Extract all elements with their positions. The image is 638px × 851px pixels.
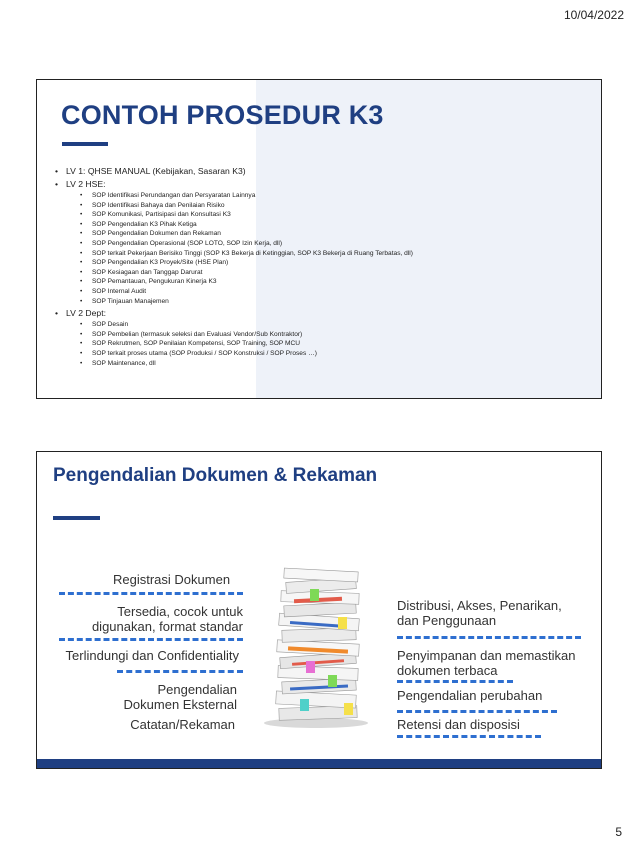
bullet-text: SOP Tinjauan Manajemen (92, 297, 169, 305)
bullet-level2 (80, 239, 591, 249)
label-retensi: Retensi dan disposisi (397, 717, 520, 732)
bullet-dot: • (80, 192, 83, 199)
bullet-text: SOP Identifikasi Perundangan dan Persyaratan Lainnya (92, 192, 256, 199)
slide-contoh-prosedur (36, 79, 602, 399)
label-eksternal-1: Pengendalian (157, 682, 237, 697)
bullet-dot: • (80, 268, 83, 276)
bullet-level2 (80, 258, 591, 268)
bullet-dot: • (80, 321, 83, 329)
bullet-text: SOP Pengendalian K3 Proyek/Site (HSE Plan) (92, 259, 229, 267)
title-underline (53, 516, 100, 520)
bullet-level2 (80, 220, 591, 230)
label-distribusi-2: dan Penggunaan (397, 613, 497, 628)
bullet-text: SOP Pembelian (termasuk seleksi dan Evaluasi Vendor/Sub Kontraktor) (92, 330, 303, 338)
label-penyimpanan-1: Penyimpanan dan memastikan (397, 648, 576, 663)
label-registrasi: Registrasi Dokumen (113, 572, 231, 587)
bullet-text: SOP Pengendalian Operasional (SOP LOTO, SOP Izin Kerja, dll) (92, 239, 283, 247)
dashed-separator (397, 680, 513, 683)
bullet-level2 (80, 349, 591, 359)
bullet-dot: • (55, 308, 59, 319)
label-terlindungi: Terlindungi dan Confidentiality (65, 648, 239, 663)
bullet-level2 (80, 339, 591, 349)
label-perubahan: Pengendalian perubahan (397, 688, 543, 703)
label-eksternal-2: Dokumen Eksternal (123, 697, 237, 712)
document-stack-image (244, 565, 389, 730)
bullet-dot: • (55, 166, 59, 176)
bullet-text: LV 2 Dept: (66, 308, 106, 319)
bullet-text: SOP Kesiagaan dan Tanggap Darurat (92, 268, 203, 276)
label-distribusi-1: Distribusi, Akses, Penarikan, (397, 598, 562, 613)
bullet-text: SOP Internal Audit (92, 287, 147, 295)
bullet-level2 (80, 297, 591, 307)
bullet-text: SOP Komunikasi, Partisipasi dan Konsultasi K3 (92, 211, 231, 219)
bullet-level2 (80, 249, 591, 259)
bullet-level2 (80, 229, 591, 239)
label-penyimpanan-2: dokumen terbaca (397, 663, 498, 678)
bullet-dot: • (80, 359, 83, 367)
bullet-dot: • (80, 297, 83, 305)
bullet-level2 (80, 287, 591, 297)
slide-title: CONTOH PROSEDUR K3 (61, 100, 384, 130)
label-catatan: Catatan/Rekaman (130, 717, 235, 732)
bullet-dot: • (80, 220, 83, 228)
bullet-dot: • (80, 278, 83, 286)
bullet-dot: • (55, 179, 59, 189)
bullet-text: LV 2 HSE: (66, 179, 106, 189)
dashed-separator (59, 592, 243, 595)
label-tersedia-1: Tersedia, cocok untuk (117, 604, 243, 619)
label-tersedia-2: digunakan, format standar (91, 619, 243, 634)
bullet-text: SOP Maintenance, dll (92, 359, 156, 367)
bullet-list (55, 164, 591, 368)
bullet-text: SOP terkait proses utama (SOP Produksi / SOP Konstruksi / SOP Proses …) (92, 349, 317, 357)
bullet-level1 (55, 179, 591, 190)
bullet-text: SOP Desain (92, 321, 129, 329)
dashed-separator (397, 710, 557, 713)
bullet-level1 (55, 166, 591, 177)
bullet-dot: • (80, 259, 83, 267)
bullet-text: SOP Pengendalian K3 Pihak Ketiga (92, 220, 197, 228)
title-underline (62, 142, 108, 146)
bullet-dot: • (80, 211, 83, 219)
bullet-dot: • (80, 201, 83, 209)
bullet-level2 (80, 320, 591, 330)
slide-pengendalian-dokumen (36, 451, 602, 769)
bullet-dot: • (80, 330, 83, 338)
bullet-level2 (80, 210, 591, 220)
bullet-level2 (80, 277, 591, 287)
bullet-text: SOP Pengendalian Dokumen dan Rekaman (92, 230, 221, 238)
bullet-dot: • (80, 230, 83, 238)
dashed-separator (397, 735, 541, 738)
bullet-level1 (55, 308, 591, 319)
date-label: 10/04/2022 (563, 8, 624, 22)
bullet-text: SOP terkait Pekerjaan Berisiko Tinggi (SOP K3 Bekerja di Ketinggian, SOP K3 Bekerja di Ruang Terbatas, dll) (92, 249, 413, 257)
bullet-dot: • (80, 349, 83, 357)
bullet-text: SOP Identifikasi Bahaya dan Penilaian Risiko (92, 201, 225, 209)
bullet-text: LV 1: QHSE MANUAL (Kebijakan, Sasaran K3) (66, 166, 246, 176)
dashed-separator (59, 638, 243, 641)
bullet-level2 (80, 330, 591, 340)
bullet-dot: • (80, 340, 83, 348)
dashed-separator (117, 670, 243, 673)
bullet-level2 (80, 359, 591, 369)
slide-title: Pengendalian Dokumen & Rekaman (53, 465, 378, 486)
bullet-level2 (80, 201, 591, 211)
bullet-level2 (80, 268, 591, 278)
dashed-separator (397, 636, 581, 639)
bottom-accent-bar (37, 759, 601, 768)
page-number: 5 (615, 825, 622, 839)
bullet-text: SOP Pemantauan, Pengukuran Kinerja K3 (92, 278, 217, 286)
bullet-dot: • (80, 239, 83, 247)
bullet-level2 (80, 191, 591, 201)
bullet-dot: • (80, 287, 83, 295)
bullet-dot: • (80, 249, 83, 257)
bullet-text: SOP Rekrutmen, SOP Penilaian Kompetensi, SOP Training, SOP MCU (92, 340, 301, 348)
